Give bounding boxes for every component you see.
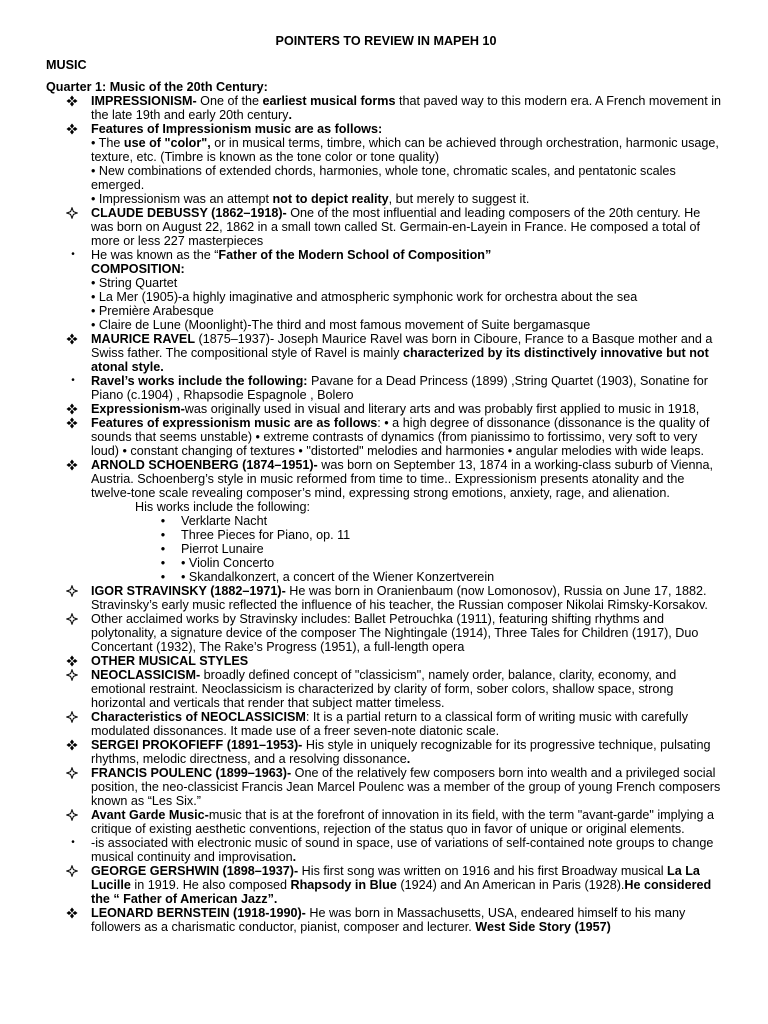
list-item [46, 122, 726, 136]
bold-text: La La Lucille [91, 864, 700, 892]
text-run: was born on September 13, 1874 in a working-class suburb of Vienna, Austria. Schoenberg’s style in music reformed from time to time.. Expressionism presents atonality and the twelve-tone scale revealing composer’s mind, expressing strong emotions, anxiety, rage, and alienation. [91, 458, 714, 500]
works-intro-text [46, 500, 726, 514]
text-run: : • a high degree of dissonance (dissonance is the quality of sounds that seems unstable) • extreme contrasts of dynamics (from pianissimo to fortissimo, very soft to very loud) • constant changing of textures • "distorted" melodies and harmonies • angular melodies with wide leaps. [91, 416, 710, 458]
bold-text: characterized by its distinctively innovative but not atonal style. [91, 346, 709, 374]
list-item-continuation [46, 318, 726, 332]
text-run: Other acclaimed works by Stravinsky includes: Ballet Petrouchka (1911), featuring shifting rhythms and polytonality, a signature device of the composer The Nightingale (1914), Three Tales for Children (1917), Duo Concertant (1932), The Rake’s Progress (1951), a full-length opera [91, 612, 699, 654]
list-item [46, 710, 726, 738]
dot-bullet-icon: • [71, 249, 75, 260]
text-run: • La Mer (1905)-a highly imaginative and atmospheric symphonic work for orchestra about the sea [91, 290, 638, 304]
text-run: , but merely to suggest it. [388, 192, 530, 206]
list-item [46, 836, 726, 864]
bold-text: West Side Story (1957) [475, 920, 611, 934]
list-item [46, 668, 726, 710]
star-bullet-icon [66, 864, 80, 878]
dot-bullet-icon: • [71, 837, 75, 848]
round-bullet-icon: • [160, 528, 166, 542]
diamond-bullet-icon [66, 906, 80, 920]
bold-text: not to depict reality [272, 192, 389, 206]
pointer-list [46, 94, 726, 934]
text-run: • The [91, 136, 124, 150]
works-list-item [46, 514, 726, 528]
bold-text: Features of Impressionism music are as follows: [91, 122, 383, 136]
text-run: His works include the following: [135, 500, 310, 514]
page-title: POINTERS TO REVIEW IN MAPEH 10 [275, 34, 497, 48]
star-bullet-icon [66, 206, 80, 220]
bold-text: . [288, 108, 292, 122]
list-item [46, 738, 726, 766]
round-bullet-icon: • [160, 514, 166, 528]
list-item [46, 584, 726, 612]
diamond-bullet-icon [66, 654, 80, 668]
list-item [46, 402, 726, 416]
text-run: One of the relatively few composers born into wealth and a privileged social position, the neo-classicist Francis Jean Marcel Poulenc was a member of the group of young French composers known as “Les Six.” [91, 766, 721, 808]
text-run: Pavane for a Dead Princess (1899) ,String Quartet (1903), Sonatine for Piano (c.1904) , Rhapsodie Espagnole , Bolero [91, 374, 708, 402]
bold-text: ARNOLD SCHOENBERG (1874–1951)- [91, 458, 318, 472]
text-run: music that is at the forefront of innovation in its field, with the term "avant-garde" implying a critique of existing aesthetic conventions, rejection of the status quo in favor of unique or original elements. [91, 808, 715, 836]
works-list-item [46, 542, 726, 556]
bold-text: GEORGE GERSHWIN (1898–1937)- [91, 864, 299, 878]
bold-text: IGOR STRAVINSKY (1882–1971)- [91, 584, 286, 598]
diamond-bullet-icon [66, 738, 80, 752]
list-item-continuation [46, 262, 726, 276]
text-run: (1875–1937)- Joseph Maurice Ravel was born in Ciboure, France to a Basque mother and a Swiss father. The compositional style of Ravel is mainly [91, 332, 713, 360]
works-list-item [46, 556, 726, 570]
works-list-item [46, 528, 726, 542]
diamond-bullet-icon [66, 458, 80, 472]
text-run: He was known as the “ [91, 248, 219, 262]
list-item [46, 458, 726, 500]
diamond-bullet-icon [66, 402, 80, 416]
bold-text: . [292, 850, 297, 864]
bold-text: NEOCLASSICISM- [91, 668, 201, 682]
text-run: One of the most influential and leading composers of the 20th century. He was born on August 22, 1862 in a small town called St. Germain-en-Layein in France. He composed a total of more or less 227 masterpieces [91, 206, 701, 248]
list-item-continuation [46, 164, 726, 192]
text-run: or in musical terms, timbre, which can be achieved through orchestration, harmonic usage, texture, etc. (Timbre is known as the tone color or tone quality) [91, 136, 719, 164]
text-run: • New combinations of extended chords, harmonies, whole tone, chromatic scales, and pentatonic scales emerged. [91, 164, 676, 192]
diamond-bullet-icon [66, 94, 80, 108]
text-run: His first song was written on 1916 and his first Broadway musical [298, 864, 668, 878]
diamond-bullet-icon [66, 332, 80, 346]
text-run: • Skandalkonzert, a concert of the Wiener Konzertverein [181, 570, 495, 584]
text-run: -is associated with electronic music of sound in space, use of variations of self-contained note groups to change musical continuity and improvisation [91, 836, 714, 864]
text-run: • Violin Concerto [181, 556, 275, 570]
text-run: broadly defined concept of "classicism", namely order, balance, clarity, economy, and emotional restraint. Neoclassicism is characterized by clarity of form, sober colors, shallow space, strong horizontal and verticals that render that subject matter timeless. [91, 668, 677, 710]
star-bullet-icon [66, 766, 80, 780]
bold-text: Father of the Modern School of Composition” [218, 248, 492, 262]
text-run: (1924) and An American in Paris (1928). [396, 878, 625, 892]
star-bullet-icon [66, 612, 80, 626]
list-item [46, 374, 726, 402]
list-item [46, 206, 726, 248]
list-item [46, 864, 726, 906]
round-bullet-icon: • [160, 556, 166, 570]
bold-text: Characteristics of NEOCLASSICISM [91, 710, 306, 724]
dot-bullet-icon: • [71, 375, 75, 386]
list-item-continuation [46, 290, 726, 304]
bold-text: SERGEI PROKOFIEFF (1891–1953)- [91, 738, 303, 752]
bold-text: IMPRESSIONISM- [91, 94, 197, 108]
round-bullet-icon: • [160, 542, 166, 556]
document-page [46, 34, 726, 934]
bold-text: Avant Garde Music- [91, 808, 209, 822]
text-run: He was born in Oranienbaum (now Lomonosov), Russia on June 17, 1882. Stravinsky’s early music reflected the influence of his teacher, the Russian composer Nikolai Rimsky-Korsakov. [91, 584, 708, 612]
text-run: Three Pieces for Piano, op. 11 [181, 528, 351, 542]
bold-text: MAURICE RAVEL [91, 332, 196, 346]
list-item [46, 766, 726, 808]
section-heading: MUSIC [46, 58, 87, 72]
list-item-continuation [46, 304, 726, 318]
list-item [46, 906, 726, 934]
text-run: that paved way to this modern era. A French movement in the late 19th and early 20th century [91, 94, 721, 122]
list-item [46, 808, 726, 836]
bold-text: earliest musical forms [262, 94, 396, 108]
bold-text: FRANCIS POULENC (1899–1963)- [91, 766, 292, 780]
diamond-bullet-icon [66, 416, 80, 430]
text-run: One of the [196, 94, 263, 108]
bold-text: Ravel’s works include the following: [91, 374, 308, 388]
text-run: • Première Arabesque [91, 304, 214, 318]
text-run: • Impressionism was an attempt [91, 192, 273, 206]
star-bullet-icon [66, 808, 80, 822]
text-run: • Claire de Lune (Moonlight)-The third and most famous movement of Suite bergamasque [91, 318, 591, 332]
text-run: in 1919. He also composed [130, 878, 291, 892]
text-run: Verklarte Nacht [181, 514, 268, 528]
bold-text: CLAUDE DEBUSSY (1862–1918)- [91, 206, 287, 220]
list-item-continuation [46, 192, 726, 206]
text-run: He was born in Massachusetts, USA, endeared himself to his many followers as a charismatic conductor, pianist, composer and lecturer. [91, 906, 686, 934]
text-run: • String Quartet [91, 276, 178, 290]
bold-text: Features of expressionism music are as follows [91, 416, 378, 430]
text-run: : It is a partial return to a classical form of writing music with carefully modulated dissonances. It made use of a freer seven-note diatonic scale. [91, 710, 688, 738]
list-item [46, 416, 726, 458]
list-item [46, 248, 726, 262]
list-item [46, 94, 726, 122]
list-item [46, 612, 726, 654]
star-bullet-icon [66, 584, 80, 598]
round-bullet-icon: • [160, 570, 166, 584]
star-bullet-icon [66, 710, 80, 724]
text-run: was originally used in visual and literary arts and was probably first applied to music in 1918, [184, 402, 700, 416]
list-item [46, 332, 726, 374]
text-run: Pierrot Lunaire [181, 542, 264, 556]
bold-text: LEONARD BERNSTEIN (1918-1990)- [91, 906, 306, 920]
list-item-continuation [46, 276, 726, 290]
bold-text: He considered the “ Father of American Jazz”. [91, 878, 712, 906]
works-list-item [46, 570, 726, 584]
bold-text: . [406, 752, 411, 766]
bold-text: OTHER MUSICAL STYLES [91, 654, 249, 668]
bold-text: use of "color", [123, 136, 211, 150]
bold-text: Expressionism- [91, 402, 185, 416]
bold-text: Rhapsody in Blue [290, 878, 397, 892]
list-item [46, 654, 726, 668]
star-bullet-icon [66, 668, 80, 682]
quarter-heading: Quarter 1: Music of the 20th Century: [46, 80, 268, 94]
bold-text: COMPOSITION: [91, 262, 185, 276]
list-item-continuation [46, 136, 726, 164]
text-run: His style in uniquely recognizable for its progressive technique, pulsating rhythms, melodic directness, and a resolving dissonance [91, 738, 711, 766]
diamond-bullet-icon [66, 122, 80, 136]
